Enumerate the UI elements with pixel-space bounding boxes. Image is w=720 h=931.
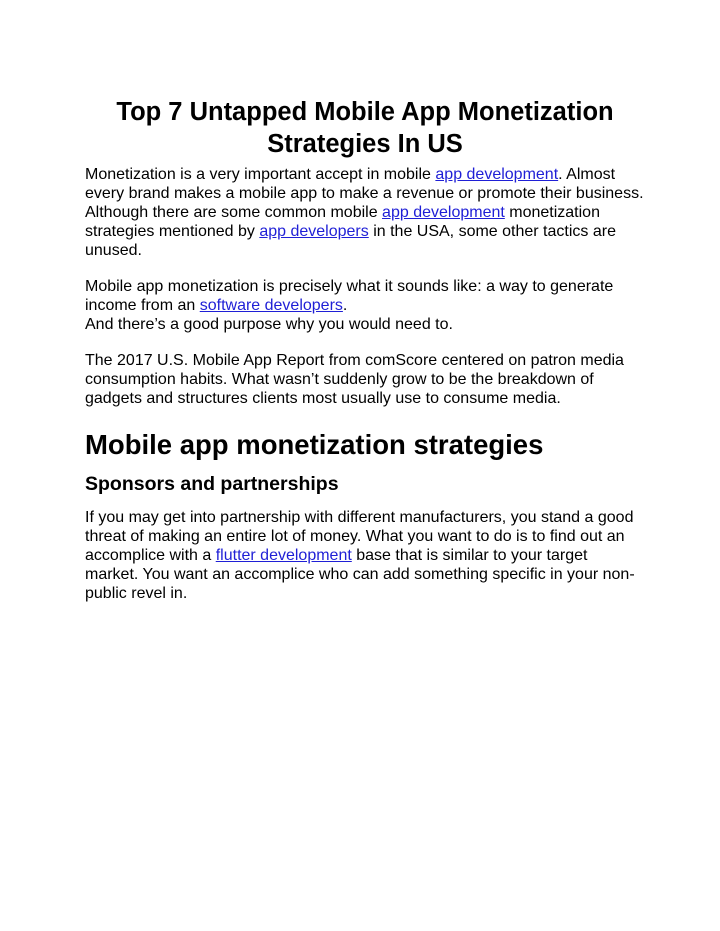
- monetization-definition-paragraph: [85, 277, 645, 334]
- document-page: [85, 96, 645, 603]
- sponsors-subheading: Sponsors and partnerships: [85, 473, 339, 495]
- intro-text-2: . Almost every brand makes a mobile app to make a revenue or promote their business. Although there are some common mobile: [85, 166, 644, 221]
- para4-text-1: If you may get into partnership with different manufacturers, you stand a good threat of making an entire lot of money. What you want to do is to find out an accomplice with a: [85, 509, 634, 564]
- intro-text-1: Monetization is a very important accept in mobile: [85, 166, 436, 183]
- app-developers-link[interactable]: app developers: [259, 223, 369, 240]
- section-heading: Mobile app monetization strategies: [85, 429, 544, 460]
- para2-text-2: .: [342, 297, 348, 314]
- intro-text-3: monetization strategies mentioned by: [85, 204, 600, 240]
- intro-text-4: in the USA, some other tactics are unused.: [85, 223, 616, 259]
- comscore-paragraph: The 2017 U.S. Mobile App Report from comScore centered on patron media consumption habits. What wasn’t suddenly grow to be the breakdown of gadgets and structures clients most usually use to consume media.: [85, 352, 624, 407]
- para2-text-3: And there’s a good purpose why you would need to.: [85, 316, 453, 333]
- software-developers-link[interactable]: software developers: [199, 297, 343, 314]
- flutter-development-link[interactable]: flutter development: [215, 547, 352, 564]
- para4-text-2: base that is similar to your target market. You want an accomplice who can add something specific in your non-public revel in.: [85, 547, 635, 602]
- partnership-paragraph: [85, 508, 645, 603]
- app-development-link-2[interactable]: app development: [382, 204, 505, 221]
- app-development-link[interactable]: app development: [435, 166, 559, 183]
- document-title: Top 7 Untapped Mobile App Monetization Strategies In US: [116, 98, 614, 158]
- para2-text-1: Mobile app monetization is precisely what it sounds like: a way to generate income from an: [85, 278, 614, 314]
- intro-paragraph: [85, 165, 645, 260]
